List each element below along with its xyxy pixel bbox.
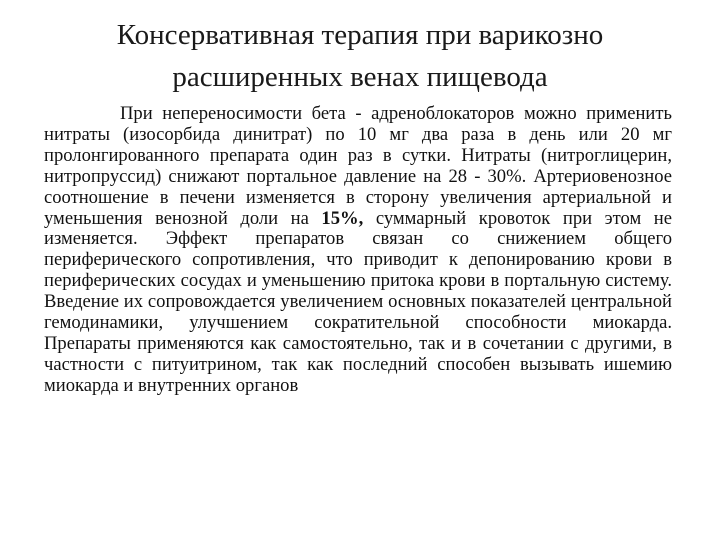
body-text-part-1: При непереносимости бета - адреноблокаторов можно применить нитраты (изосорбида динитрат) по 10 мг два раза в день или 20 мг пролонгированного препарата один раз в сутки. Нитраты (нитроглицерин, нитропруссид) снижают портальное давление на 28 - 30%. Артериовенозное соотношение в печени изменяется в сторону увеличения артериальной и уменьшения венозной доли на	[44, 103, 672, 229]
body-text-bold-percent: 15%,	[321, 207, 364, 229]
body-text-part-2: суммарный кровоток при этом не изменяется. Эффект препаратов связан со снижением общего периферического сопротивления, что приводит к депонированию крови в периферических сосудах и уменьшению притока крови в портальную систему. Введение их сопровождается увеличением основных показателей центральной гемодинамики, улучшением сократительной способности миокарда. Препараты применяются как самостоятельно, так и в сочетании с другими, в частности с питуитрином, так как последний способен вызывать ишемию миокарда и внутренних органов	[44, 207, 672, 396]
slide-title	[40, 14, 680, 98]
slide-title-line-2: расширенных венах пищевода	[172, 61, 548, 93]
body-paragraph	[44, 104, 672, 397]
slide-title-line-1: Консервативная терапия при варикозно	[116, 19, 604, 51]
